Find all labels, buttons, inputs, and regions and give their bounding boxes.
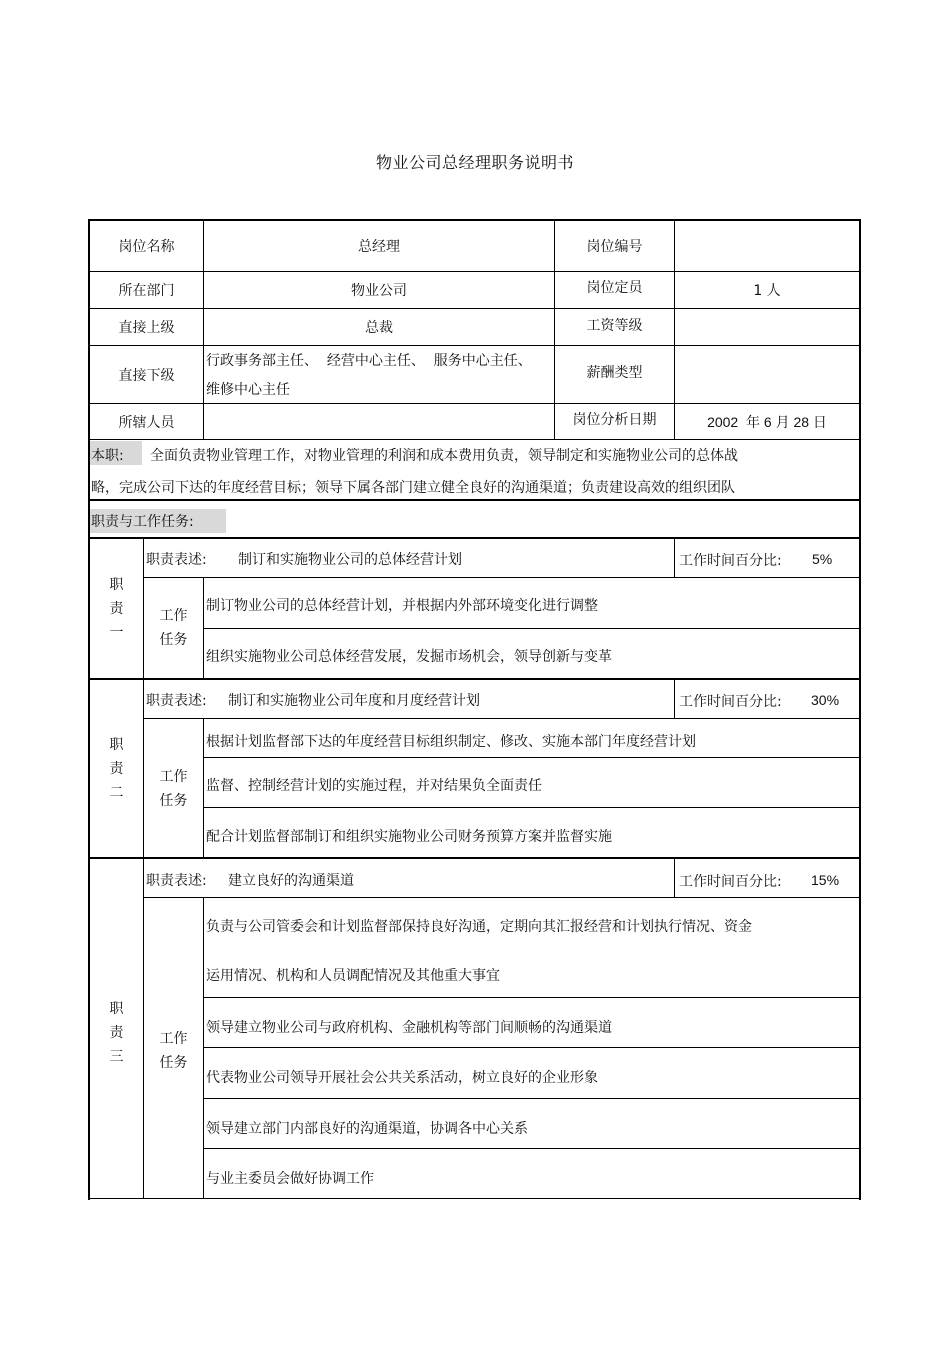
duty-1-label-char: 职: [109, 577, 124, 593]
task-label-line: 任务: [159, 793, 188, 809]
duty-1-label-char: 责: [109, 601, 124, 617]
label-analysis-date: 岗位分析日期: [572, 412, 657, 428]
duty-3-pct: 15%: [811, 872, 840, 888]
duty-2-task-3: 配合计划监督部制订和组织实施物业公司财务预算方案并监督实施: [206, 829, 612, 845]
row-divider: [203, 1098, 861, 1099]
value-direct-superior: 总裁: [365, 320, 393, 336]
duty-2-label-char: 职: [109, 737, 124, 753]
row-divider: [88, 439, 861, 440]
row-divider: [88, 678, 861, 680]
duty-3-desc-label: 职责表述:: [146, 873, 207, 889]
duty-2-desc: 制订和实施物业公司年度和月度经营计划: [228, 693, 480, 709]
task-label-line: 任务: [159, 1055, 188, 1071]
duty-1-task-1: 制订物业公司的总体经营计划，并根据内外部环境变化进行调整: [206, 598, 598, 614]
value-salary-grade: [675, 309, 859, 345]
col-divider: [674, 859, 675, 897]
col-divider: [674, 539, 675, 577]
label-position-name: 岗位名称: [118, 239, 175, 255]
document-title: 物业公司总经理职务说明书: [375, 153, 574, 172]
row-divider: [203, 757, 861, 758]
col-divider: [203, 718, 204, 857]
label-pay-type: 薪酬类型: [586, 365, 643, 381]
table-border-right: [859, 219, 861, 1200]
row-divider: [143, 897, 861, 898]
value-department: 物业公司: [351, 283, 407, 299]
task-label-line: 工作: [159, 608, 188, 624]
summary-label: 本职:: [91, 448, 124, 464]
duty-2-task-label: [144, 765, 203, 813]
summary-line-2: 略，完成公司下达的年度经营目标；领导下属各部门建立健全良好的沟通渠道；负责建设高效的组织团队: [91, 480, 735, 496]
row-divider: [203, 807, 861, 808]
duty-3-task-1-cont: 运用情况、机构和人员调配情况及其他重大事宜: [206, 968, 500, 984]
value-staff-under: [204, 404, 554, 439]
duty-2-desc-label: 职责表述:: [146, 693, 207, 709]
label-salary-grade: 工资等级: [586, 318, 643, 334]
value-position-name: 总经理: [358, 239, 400, 255]
duty-3-label-char: 职: [109, 1001, 124, 1017]
duty-1-pct-label: 工作时间百分比:: [679, 553, 782, 569]
value-position-code: [675, 221, 859, 271]
duty-2-label-char: 二: [109, 785, 124, 801]
duty-1-label-char: 一: [109, 625, 124, 641]
duty-2-label: [90, 733, 143, 805]
duty-3-task-4: 领导建立部门内部良好的沟通渠道，协调各中心关系: [206, 1121, 528, 1137]
value-direct-subordinates-line1: 行政事务部主任、 经营中心主任、 服务中心主任、: [206, 353, 532, 369]
task-label-line: 工作: [159, 769, 188, 785]
duty-3-task-1: 负责与公司管委会和计划监督部保持良好沟通，定期向其汇报经营和计划执行情况、资金: [206, 919, 752, 935]
label-department: 所在部门: [118, 283, 175, 299]
duty-2-label-char: 责: [109, 761, 124, 777]
row-divider: [203, 1148, 861, 1149]
table-border-bottom: [88, 1198, 861, 1199]
row-divider: [88, 857, 861, 859]
duty-3-label: [90, 997, 143, 1069]
row-divider: [143, 718, 861, 719]
label-direct-subordinates: 直接下级: [118, 367, 175, 384]
row-divider: [203, 1047, 861, 1048]
duty-1-desc-label: 职责表述:: [146, 552, 207, 568]
duty-1-pct: 5%: [812, 551, 833, 567]
duty-3-task-3: 代表物业公司领导开展社会公共关系活动，树立良好的企业形象: [206, 1070, 598, 1086]
value-direct-subordinates-line2: 维修中心主任: [206, 382, 290, 398]
row-divider: [143, 577, 861, 578]
duty-3-desc: 建立良好的沟通渠道: [228, 873, 354, 889]
label-staff-under: 所辖人员: [118, 414, 175, 431]
duty-1-task-label: [144, 604, 203, 652]
duty-3-label-char: 责: [109, 1025, 124, 1041]
duty-3-task-5: 与业主委员会做好协调工作: [206, 1171, 374, 1187]
duty-1-task-2: 组织实施物业公司总体经营发展，发掘市场机会，领导创新与变革: [206, 649, 612, 665]
value-pay-type: [675, 346, 859, 403]
task-label-line: 任务: [159, 632, 188, 648]
duty-3-task-2: 领导建立物业公司与政府机构、金融机构等部门间顺畅的沟通渠道: [206, 1020, 612, 1036]
duty-1-label: [90, 573, 143, 645]
value-analysis-date: 2002 年 6 月 28 日: [707, 413, 827, 430]
duty-1-desc: 制订和实施物业公司的总体经营计划: [238, 552, 462, 568]
label-headcount: 岗位定员: [586, 280, 643, 296]
duty-2-task-1: 根据计划监督部下达的年度经营目标组织制定、修改、实施本部门年度经营计划: [206, 734, 696, 750]
row-divider: [88, 537, 861, 539]
row-divider: [203, 628, 861, 629]
summary-line-1: 全面负责物业管理工作，对物业管理的利润和成本费用负责，领导制定和实施物业公司的总体战: [150, 448, 738, 464]
row-divider: [203, 997, 861, 998]
task-label-line: 工作: [159, 1031, 188, 1047]
col-divider: [674, 680, 675, 718]
duty-3-label-char: 三: [109, 1049, 124, 1065]
duty-3-task-label: [144, 1027, 203, 1075]
row-divider: [88, 499, 861, 501]
duty-2-pct-label: 工作时间百分比:: [679, 694, 782, 710]
value-headcount: 1 人: [753, 283, 781, 299]
duty-2-pct: 30%: [811, 692, 840, 708]
label-position-code: 岗位编号: [586, 239, 643, 255]
label-direct-superior: 直接上级: [118, 320, 175, 336]
duty-2-task-2: 监督、控制经营计划的实施过程，并对结果负全面责任: [206, 778, 542, 794]
duties-header: 职责与工作任务:: [91, 514, 194, 530]
duty-3-pct-label: 工作时间百分比:: [679, 874, 782, 890]
